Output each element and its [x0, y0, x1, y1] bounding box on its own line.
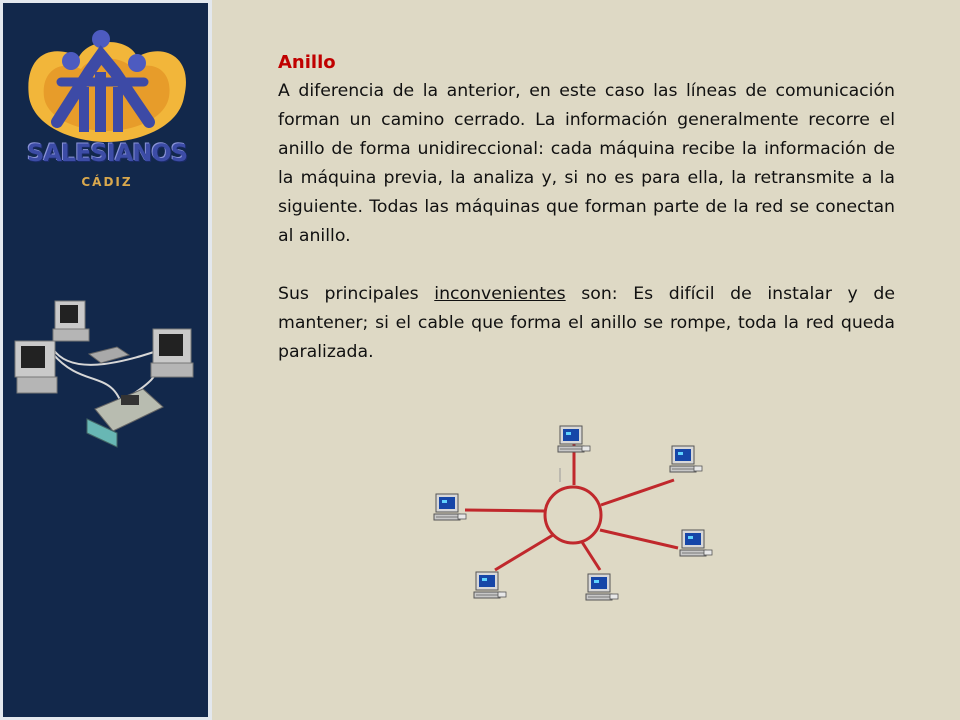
computer-bottom-left-icon: [474, 572, 506, 598]
computer-right-icon: [680, 530, 712, 556]
sidebar: [0, 0, 212, 720]
salesianos-logo: [19, 27, 195, 197]
slide-heading: Anillo: [278, 52, 336, 73]
description-paragraph: A diferencia de la anterior, en este caso las líneas de comunicación forman un camino cerrado. La información generalmente recorre el anillo de forma unidireccional: cada máquina recibe la información de la máquina previa, la analiza y, si no es para ella, la retransmite a la siguiente. Todas las máquinas que forman parte de la red se conectan al anillo.: [278, 81, 895, 246]
ring-topology-diagram: [420, 420, 740, 620]
printer-icon: [87, 389, 163, 447]
disadvantages-keyword: inconvenientes: [434, 284, 566, 304]
slide-content: [278, 48, 895, 367]
sidebar-panel: [3, 3, 208, 717]
computer-left-icon: [434, 494, 466, 520]
computer-top-icon: [558, 426, 590, 452]
computer-right-icon: [151, 329, 193, 377]
logo-title: SALESIANOS: [26, 139, 188, 167]
computer-top-icon: [53, 301, 89, 341]
logo-subtitle: CÁDIZ: [81, 175, 133, 189]
disadvantages-paragraph: [278, 280, 895, 367]
computer-left-icon: [15, 341, 57, 393]
disadvantages-intro: Sus principales: [278, 284, 435, 304]
computer-bottom-right-icon: [586, 574, 618, 600]
logo-emblem-icon: [19, 27, 195, 147]
network-illustration-icon: [13, 299, 203, 449]
disadvantages-text: son: Es difícil de instalar y de mantener; si el cable que forma el anillo se rompe, toda la red queda paralizada.: [278, 284, 895, 362]
computer-upper-right-icon: [670, 446, 702, 472]
ring-circle: [545, 487, 601, 543]
